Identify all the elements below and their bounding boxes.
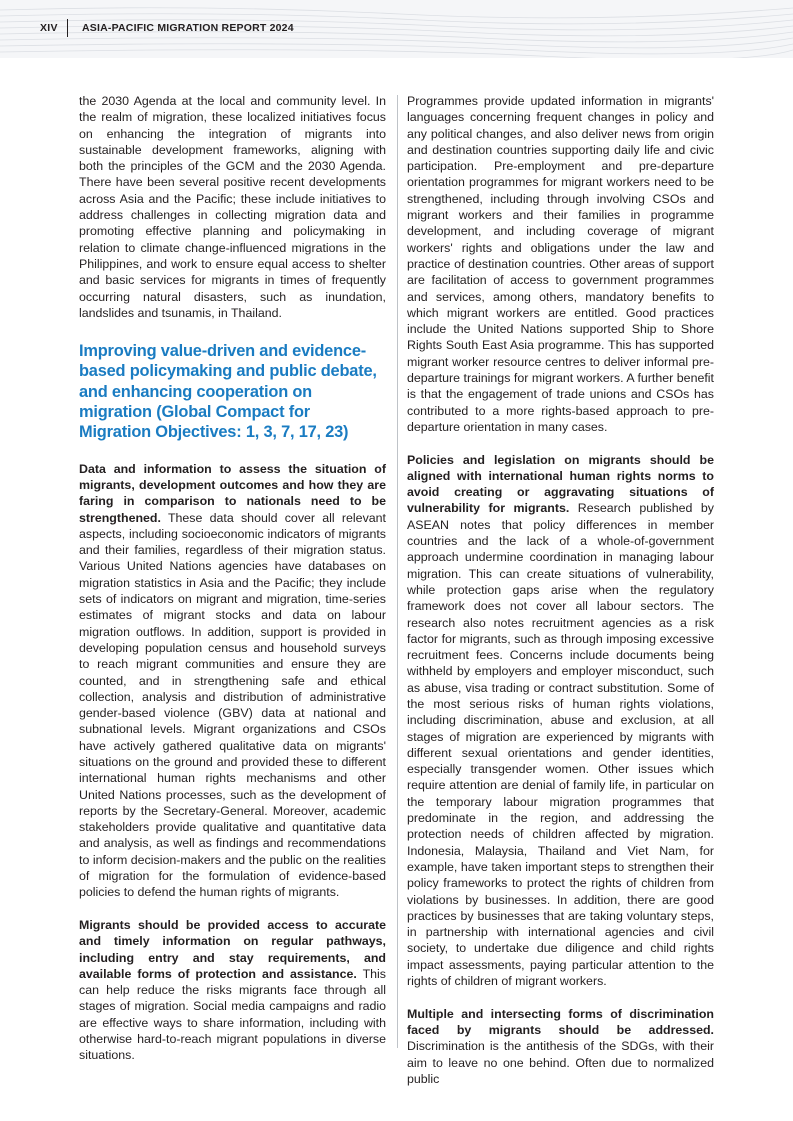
right-paragraph-2-lead: Policies and legislation on migrants should be aligned with international human rights norms to avoid creating or aggravating situations of vulnerability for migrants. xyxy=(407,452,714,516)
left-paragraph-2-body: These data should cover all relevant aspects, including socioeconomic indicators of migrants and their families, regardless of their migration status. Various United Nations agencies have databases on migration statistics in Asia and the Pacific; they include sets of indicators on migrant and migration, time-series estimates of migrant stocks and data on labour migration outflows. In addition, support is provided in developing population census and household surveys to reach migrant communities and ensure they are counted, and in strengthening safe and ethical collection, analysis and distribution of administrative gender-based violence (GBV) data at national and subnational levels. Migrant organizations and CSOs have actively gathered qualitative data on migrants' situations on the ground and provided these to different international human rights mechanisms and other United Nations processes, such as the development of reports by the Secretary-General. Moreover, academic stakeholders provide qualitative and quantitative data and analysis, as well as findings and recommendations to inform decision-makers and the public on the realities of migration for the formulation of evidence-based policies to defend the human rights of migrants. xyxy=(79,510,386,900)
right-paragraph-2-body: Research published by ASEAN notes that policy differences in member countries and the lack of a whole-of-government approach undermine coordination in managing labour migration. This can create situations of vulnerability, while protection gaps arise when the regulatory framework does not cover all labour sectors. The research also notes recruitment agencies as a risk factor for migrants, such as through imposing excessive recruitment fees. Concerns include documents being withheld by employers and employer misconduct, such as abuse, visa trading or contract substitution. Some of the most serious risks of human rights violations, including discrimination, abuse and exclusion, at all stages of migration are experienced by migrants with different sexual orientations and gender identities, especially transgender women. Other issues which require attention are denial of family life, in particular on the temporary labour migration programmes that predominate in the region, and addressing the protection needs of children affected by migration. Indonesia, Malaysia, Thailand and Viet Nam, for example, have taken important steps to strengthen their policy frameworks to protect the rights of children from violations by businesses. In addition, there are good practices by businesses that are taking voluntary steps, in partnership with international agencies and civil society, to undertake due diligence and child rights impact assessments, paying particular attention to the rights of children of migrant workers. xyxy=(407,501,714,989)
left-paragraph-3 xyxy=(79,917,386,1064)
page-number: XIV xyxy=(40,22,58,34)
left-paragraph-2-lead: Data and information to assess the situation of migrants, development outcomes and how they are faring in comparison to nationals need to be strengthened. xyxy=(79,461,386,525)
section-heading: Improving value-driven and evidence-based policymaking and public debate, and enhancing cooperation on migration (Global Compact for Migration Objectives: 1, 3, 7, 17, 23) xyxy=(79,342,377,442)
left-paragraph-2 xyxy=(79,461,386,901)
page-header xyxy=(0,0,793,58)
left-paragraph-3-lead: Migrants should be provided access to accurate and timely information on regular pathways, including entry and stay requirements, and available forms of protection and assistance. xyxy=(79,917,386,981)
right-paragraph-2 xyxy=(407,452,714,990)
right-paragraph-3-lead: Multiple and intersecting forms of discrimination faced by migrants should be addressed. xyxy=(407,1006,714,1037)
right-column xyxy=(407,93,714,1103)
right-paragraph-3 xyxy=(407,1006,714,1087)
header-separator xyxy=(67,19,68,37)
right-paragraph-1: Programmes provide updated information in migrants' languages concerning frequent changes in policy and any political changes, and also deliver news from origin and destination countries supporting daily life and civic participation. Pre-employment and pre-departure orientation programmes for migrant workers need to be strengthened, including through involving CSOs and migrant workers and their families in programme development, and including coverage of migrant workers' rights and obligations under the law and practice of destination countries. Other areas of support are facilitation of access to government programmes and services, among others, mandatory benefits to which migrant workers are entitled. Good practices include the United Nations supported Ship to Shore Rights South East Asia programme. This has supported migrant worker resource centres to deliver informal pre-departure trainings for migrant workers. A further benefit is that the engagement of trade unions and CSOs has contributed to a more rights-based approach to pre-departure orientation in many cases. xyxy=(407,94,714,434)
running-title: ASIA-PACIFIC MIGRATION REPORT 2024 xyxy=(82,22,294,34)
right-paragraph-3-body: Discrimination is the antithesis of the SDGs, with their aim to leave no one behind. Often due to normalized public xyxy=(407,1039,714,1086)
left-paragraph-3-body: This can help reduce the risks migrants face through all stages of migration. Social media campaigns and radio are effective ways to share information, including with otherwise hard-to-reach migrant populations in diverse situations. xyxy=(79,966,386,1063)
column-divider xyxy=(397,95,398,1048)
left-paragraph-1: the 2030 Agenda at the local and community level. In the realm of migration, these localized initiatives focus on enhancing the integration of migrants into sustainable development frameworks, aligning with both the principles of the GCM and the 2030 Agenda. There have been several positive recent developments across Asia and the Pacific; these include initiatives to address challenges in collecting migration data and promoting effective planning and policymaking in relation to climate change-influenced migrations in the Philippines, and work to ensure equal access to shelter and basic services for migrants in times of frequently occurring natural disasters, such as inundation, landslides and tsunamis, in Thailand. xyxy=(79,94,386,320)
left-column xyxy=(79,93,386,1080)
